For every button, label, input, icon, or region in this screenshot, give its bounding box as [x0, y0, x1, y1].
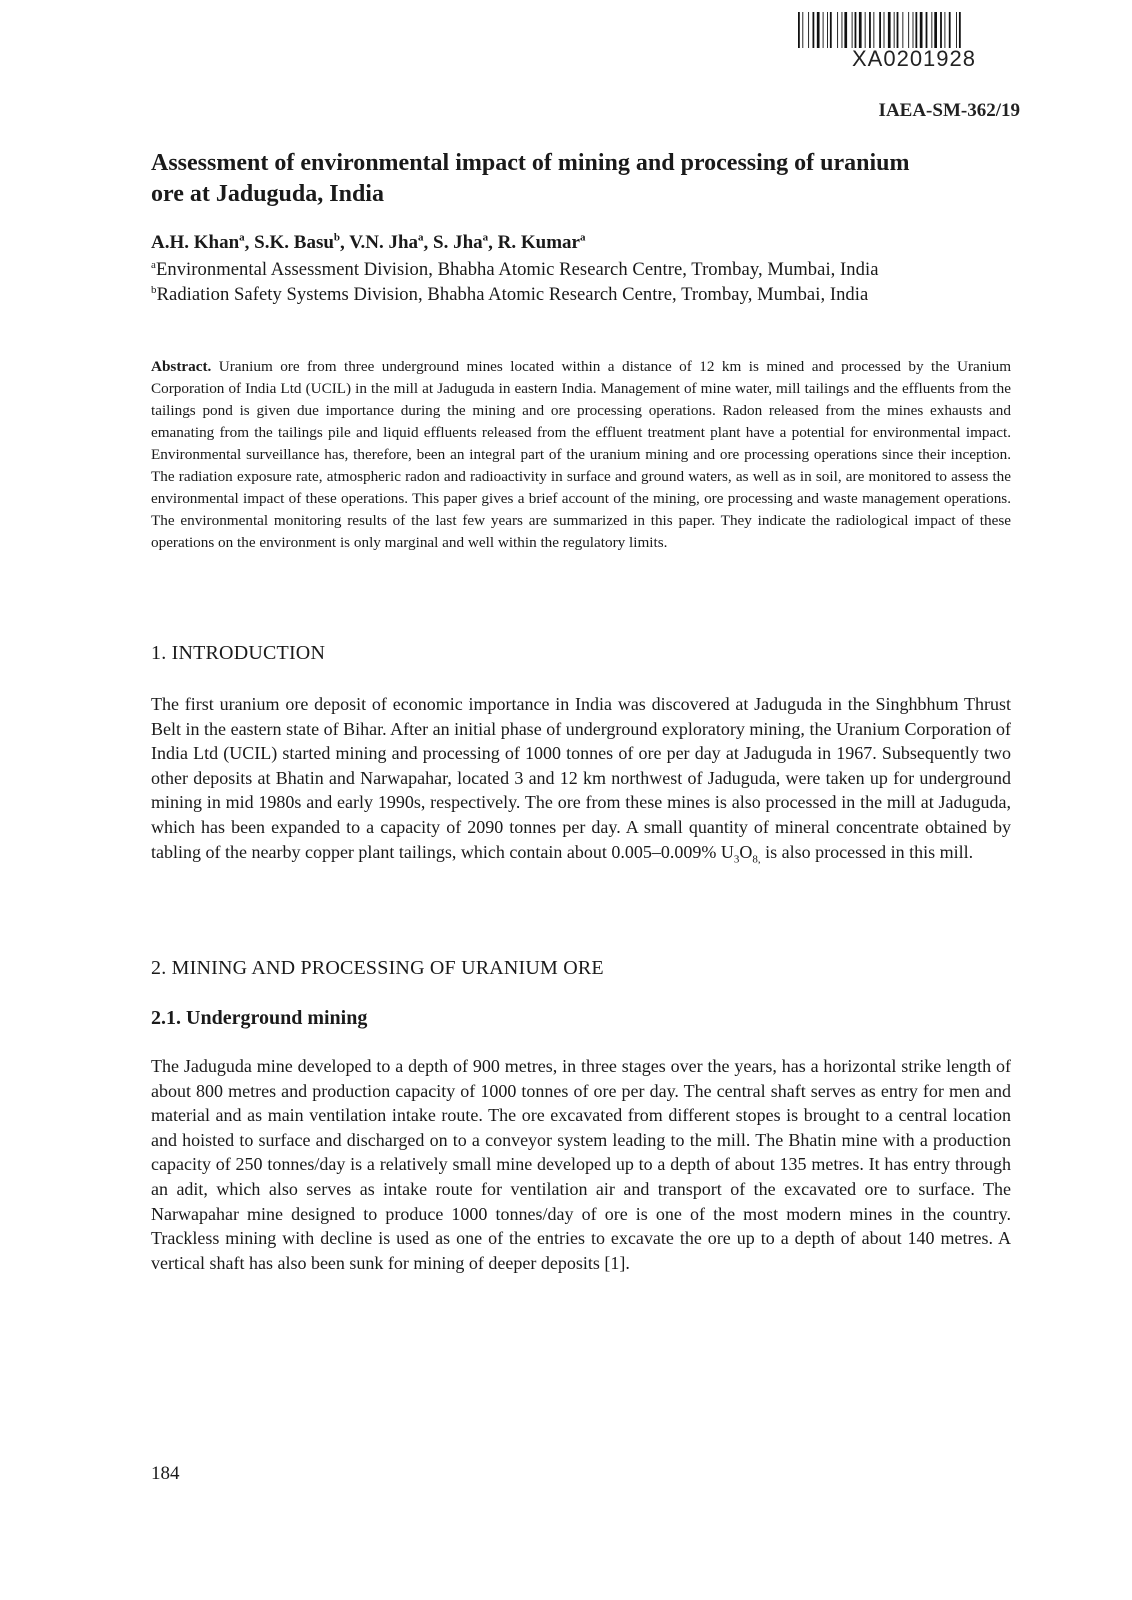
page-number: 184 [151, 1463, 180, 1484]
paper-title: Assessment of environmental impact of mining and processing of uranium ore at Jaduguda, India [151, 150, 910, 207]
report-number: XA0201928 [852, 46, 976, 71]
author-4: S. Jha$^a$ [433, 232, 489, 254]
abstract-label: Abstract. [151, 358, 212, 375]
section-heading-introduction: 1. INTRODUCTION [151, 642, 326, 664]
barcode-image [798, 12, 1024, 48]
underground-mining-paragraph: The Jaduguda mine developed to a depth of 900 metres, in three stages over the years, has a horizontal strike length of about 800 metres and production capacity of 1000 tonnes of ore per day. The central shaft serves as entry for men and material and as main ventilation intake route. The ore excavated from different stopes is brought to a central location and hoisted to surface and discharged on to a conveyor system leading to the mill. The Bhatin mine with a production capacity of 250 tonnes/day is a relatively small mine developed up to a depth of about 135 metres. It has entry through an adit, which also serves as intake route for ventilation air and transport of the excavated ore to surface. The Narwapahar mine designed to produce 1000 tonnes/day of ore is one of the most modern mines in the country. Trackless mining with decline is used as one of the entries to excavate the ore up to a depth of about 140 metres. A vertical shaft has also been sunk for mining of deeper deposits [1]. [151, 1056, 1011, 1273]
subsection-heading-underground-mining: 2.1. Underground mining [151, 1007, 368, 1029]
author-3: V.N. Jha$^a$ [349, 232, 424, 254]
author-2: S.K. Basu$^b$ [254, 232, 341, 254]
document-id: IAEA-SM-362/19 [878, 100, 1020, 121]
affiliation-b: $^b$Radiation Safety Systems Division, Bhabha Atomic Research Centre, Trombay, Mumbai, India [151, 284, 869, 306]
affiliation-a: $^a$Environmental Assessment Division, Bhabha Atomic Research Centre, Trombay, Mumbai, India [151, 259, 879, 281]
author-1: A.H. Khan$^a$ [151, 232, 245, 254]
abstract [151, 356, 1011, 554]
section-heading-mining: 2. MINING AND PROCESSING OF URANIUM ORE [151, 957, 604, 979]
introduction-paragraph: The first uranium ore deposit of economic importance in India was discovered at Jaduguda in the Singhbhum Thrust Belt in the eastern state of Bihar. After an initial phase of underground exploratory mining, the Uranium Corporation of India Ltd (UCIL) started mining and processing of 1000 tonnes of ore per day at Jaduguda in 1967. Subsequently two other deposits at Bhatin and Narwapahar, located 3 and 12 km northwest of Jaduguda, were taken up for underground mining in mid 1980s and early 1990s, respectively. The ore from these mines is also processed in the mill at Jaduguda, which has been expanded to a capacity of 2090 tonnes per day. A small quantity of mineral concentrate obtained by tabling of the nearby copper plant tailings, which contain about 0.005–0.009% $U_3O_{8,}$ is also processed in this mill. [151, 694, 1011, 866]
author-list: A.H. Khan$^a$, S.K. Basu$^b$, V.N. Jha$^a$, S. Jha$^a$, R. Kumar$^a$ [151, 232, 586, 254]
author-5: R. Kumar$^a$ [497, 232, 586, 254]
abstract-text: Uranium ore from three underground mines located within a distance of 12 km is mined and processed by the Uranium Corporation of India Ltd (UCIL) in the mill at Jaduguda in eastern India. Management of mine water, mill tailings and the effluents from the tailings pond is given due importance during the mining and ore processing operations. Radon released from the mines exhausts and emanating from the tailings pile and liquid effluents released from the effluent treatment plant have a potential for environmental impact. Environmental surveillance has, therefore, been an integral part of the uranium mining and ore processing operations since their inception. The radiation exposure rate, atmospheric radon and radioactivity in surface and ground waters, as well as in soil, are monitored to assess the environmental impact of these operations. This paper gives a brief account of the mining, ore processing and waste management operations. The environmental monitoring results of the last few years are summarized in this paper. They indicate the radiological impact of these operations on the environment is only marginal and well within the regulatory limits. [151, 358, 1012, 551]
